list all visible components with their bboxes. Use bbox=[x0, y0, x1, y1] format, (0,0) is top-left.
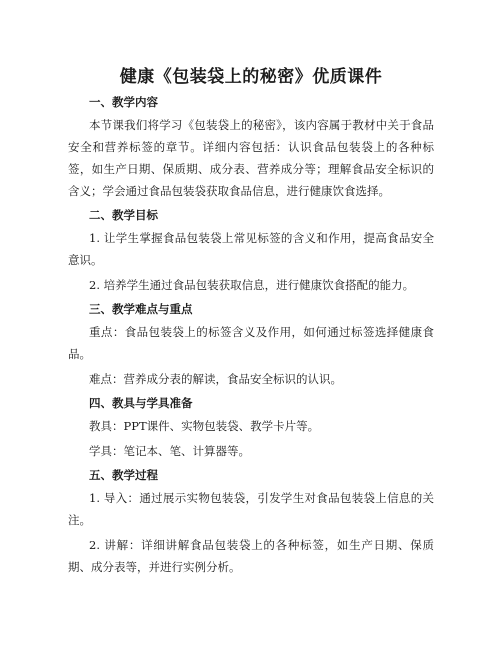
section-heading: 三、教学难点与重点 bbox=[89, 302, 193, 316]
page-title: 健康《包装袋上的秘密》优质课件 bbox=[119, 67, 383, 87]
paragraph: 本节课我们将学习《包装袋上的秘密》，该内容属于教材中关于食品安全和营养标签的章节。详细内容包括：认识食品包装袋上的各种标签，如生产日期、保质期、成分表、营养成分等；理解食品安全标识的含义；学会通过食品包装袋获取食品信息，进行健康饮食选择。 bbox=[68, 118, 434, 198]
section-heading: 二、教学目标 bbox=[89, 208, 158, 222]
section-teaching-content bbox=[68, 92, 434, 202]
paragraph: 教具：PPT课件、实物包装袋、教学卡片等。 bbox=[89, 419, 320, 433]
section-heading: 四、教具与学具准备 bbox=[89, 396, 193, 410]
paragraph: 2. 培养学生通过食品包装获取信息，进行健康饮食搭配的能力。 bbox=[89, 278, 415, 292]
paragraph: 学具：笔记本、笔、计算器等。 bbox=[89, 444, 250, 458]
paragraph: 重点：食品包装袋上的标签含义及作用，如何通过标签选择健康食品。 bbox=[68, 325, 434, 361]
section-teaching-goals bbox=[68, 205, 434, 296]
section-heading: 一、教学内容 bbox=[89, 95, 158, 109]
paragraph: 难点：营养成分表的解读，食品安全标识的认识。 bbox=[89, 372, 342, 386]
section-teaching-aids bbox=[68, 393, 434, 462]
paragraph: 1. 导入：通过展示实物包装袋，引发学生对食品包装袋上信息的关注。 bbox=[68, 491, 434, 527]
section-heading: 五、教学过程 bbox=[89, 468, 158, 482]
section-teaching-process bbox=[68, 465, 434, 578]
paragraph: 2. 讲解：详细讲解食品包装袋上的各种标签，如生产日期、保质期、成分表等，并进行实例分析。 bbox=[68, 538, 434, 574]
document-body bbox=[68, 92, 434, 581]
section-key-points bbox=[68, 299, 434, 390]
paragraph: 1. 让学生掌握食品包装袋上常见标签的含义和作用，提高食品安全意识。 bbox=[68, 231, 434, 267]
